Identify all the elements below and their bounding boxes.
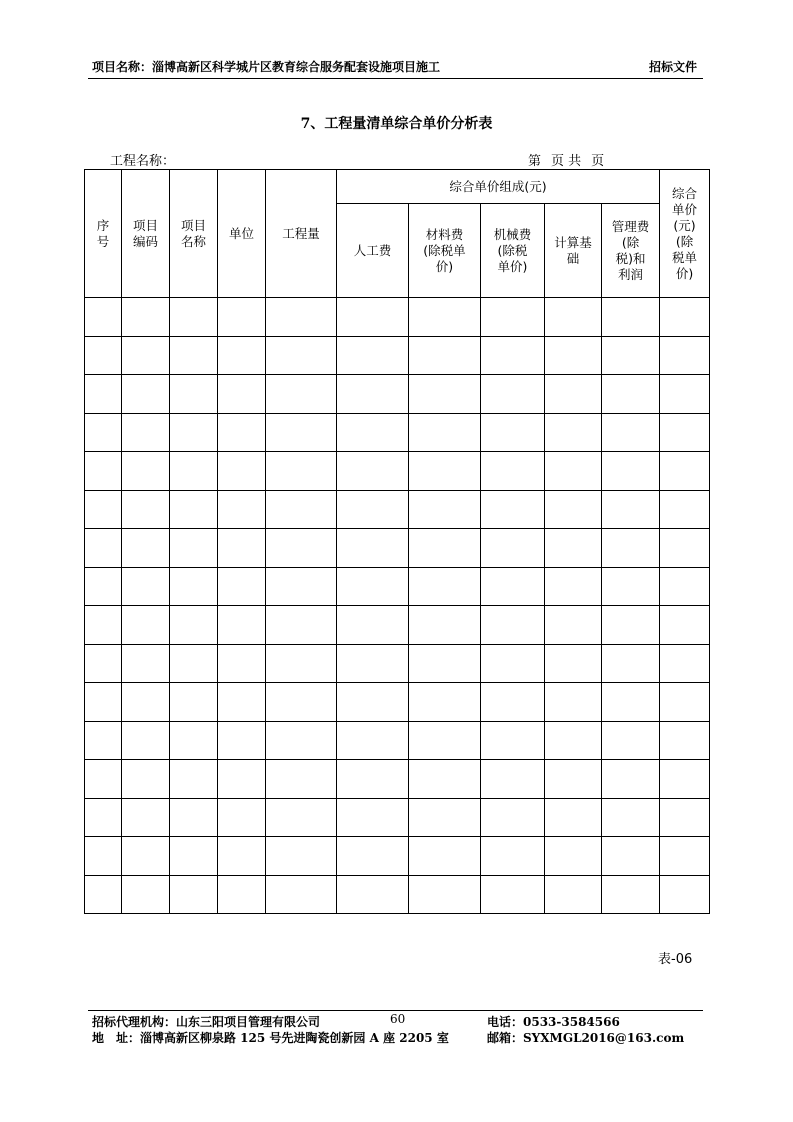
table-cell	[602, 413, 660, 452]
table-cell	[85, 298, 122, 337]
table-cell	[218, 683, 266, 722]
footer-divider	[88, 1010, 703, 1011]
table-cell	[481, 644, 545, 683]
table-cell	[409, 413, 481, 452]
table-cell	[266, 413, 337, 452]
table-row	[85, 336, 710, 375]
table-cell	[602, 336, 660, 375]
col-header-name: 项目 名称	[170, 170, 218, 298]
table-cell	[85, 375, 122, 414]
table-number: 表-06	[658, 952, 693, 967]
table-cell	[266, 798, 337, 837]
page-label-1: 第	[528, 154, 542, 169]
table-cell	[481, 567, 545, 606]
table-cell	[85, 721, 122, 760]
col-header-machine: 机械费 (除税 单价)	[481, 204, 545, 298]
col-header-total: 综合 单价 (元) (除 税单 价)	[660, 170, 710, 298]
table-cell	[266, 567, 337, 606]
table-cell	[218, 336, 266, 375]
table-cell	[409, 452, 481, 491]
table-cell	[218, 567, 266, 606]
table-cell	[602, 375, 660, 414]
table-row	[85, 760, 710, 799]
table-cell	[170, 567, 218, 606]
table-cell	[218, 798, 266, 837]
col-header-group: 综合单价组成(元)	[337, 170, 660, 204]
table-cell	[545, 721, 602, 760]
table-cell	[122, 567, 170, 606]
table-cell	[545, 452, 602, 491]
table-cell	[660, 644, 710, 683]
table-row	[85, 375, 710, 414]
table-cell	[660, 298, 710, 337]
table-cell	[337, 375, 409, 414]
table-cell	[218, 413, 266, 452]
table-cell	[660, 490, 710, 529]
table-cell	[170, 798, 218, 837]
table-row	[85, 644, 710, 683]
table-cell	[337, 644, 409, 683]
table-cell	[409, 375, 481, 414]
table-cell	[122, 452, 170, 491]
table-row	[85, 529, 710, 568]
table-cell	[409, 760, 481, 799]
table-cell	[122, 798, 170, 837]
table-cell	[337, 298, 409, 337]
table-cell	[602, 490, 660, 529]
table-row	[85, 567, 710, 606]
table-cell	[122, 683, 170, 722]
footer-page-number: 60	[390, 1012, 406, 1026]
table-cell	[409, 721, 481, 760]
page-label-2: 页 共	[551, 154, 582, 169]
table-cell	[85, 837, 122, 876]
table-cell	[85, 413, 122, 452]
table-cell	[409, 606, 481, 645]
table-cell	[266, 490, 337, 529]
table-cell	[170, 837, 218, 876]
table-cell	[122, 413, 170, 452]
table-cell	[660, 529, 710, 568]
table-cell	[218, 875, 266, 914]
page-label-3: 页	[591, 154, 605, 169]
table-cell	[409, 298, 481, 337]
table-cell	[218, 452, 266, 491]
table-cell	[122, 721, 170, 760]
table-cell	[545, 683, 602, 722]
table-cell	[545, 875, 602, 914]
table-cell	[660, 606, 710, 645]
table-cell	[409, 683, 481, 722]
table-cell	[337, 490, 409, 529]
table-cell	[218, 721, 266, 760]
table-cell	[85, 644, 122, 683]
table-cell	[337, 567, 409, 606]
table-cell	[266, 644, 337, 683]
table-cell	[660, 798, 710, 837]
col-header-seq: 序 号	[85, 170, 122, 298]
table-cell	[409, 567, 481, 606]
table-cell	[545, 644, 602, 683]
table-cell	[218, 375, 266, 414]
table-cell	[602, 452, 660, 491]
table-cell	[122, 336, 170, 375]
table-cell	[602, 721, 660, 760]
table-cell	[660, 452, 710, 491]
table-cell	[481, 683, 545, 722]
page-title: 7、工程量清单综合单价分析表	[300, 116, 493, 132]
footer-email: 邮箱：SYXMGL2016@163.com	[487, 1031, 685, 1045]
table-cell	[545, 606, 602, 645]
header-doc-type: 招标文件	[648, 60, 697, 74]
col-header-mgmt: 管理费 (除 税)和 利润	[602, 204, 660, 298]
table-cell	[481, 375, 545, 414]
table-cell	[409, 644, 481, 683]
table-cell	[602, 644, 660, 683]
table-row	[85, 875, 710, 914]
col-header-material: 材料费 (除税单 价)	[409, 204, 481, 298]
table-row	[85, 413, 710, 452]
table-cell	[85, 875, 122, 914]
col-header-base: 计算基 础	[545, 204, 602, 298]
table-cell	[660, 721, 710, 760]
table-cell	[545, 490, 602, 529]
table-cell	[85, 798, 122, 837]
table-cell	[266, 529, 337, 568]
table-row	[85, 798, 710, 837]
table-cell	[266, 452, 337, 491]
table-cell	[170, 760, 218, 799]
table-cell	[85, 529, 122, 568]
table-cell	[266, 336, 337, 375]
table-cell	[481, 452, 545, 491]
table-cell	[266, 760, 337, 799]
table-cell	[170, 298, 218, 337]
table-cell	[85, 336, 122, 375]
table-cell	[545, 336, 602, 375]
table-cell	[337, 721, 409, 760]
table-cell	[122, 298, 170, 337]
table-cell	[602, 683, 660, 722]
table-cell	[660, 413, 710, 452]
footer-address: 地 址：淄博高新区柳泉路 125 号先进陶瓷创新园 A 座 2205 室	[92, 1031, 449, 1045]
table-cell	[122, 837, 170, 876]
footer-agent: 招标代理机构：山东三阳项目管理有限公司	[92, 1015, 321, 1029]
table-cell	[602, 529, 660, 568]
table-cell	[602, 298, 660, 337]
table-cell	[218, 837, 266, 876]
table-cell	[409, 490, 481, 529]
table-cell	[122, 529, 170, 568]
table-cell	[481, 798, 545, 837]
table-cell	[602, 567, 660, 606]
table-cell	[545, 567, 602, 606]
table-cell	[337, 683, 409, 722]
table-cell	[337, 837, 409, 876]
table-row	[85, 683, 710, 722]
header-project-name: 项目名称：淄博高新区科学城片区教育综合服务配套设施项目施工	[92, 60, 441, 74]
project-name-label: 工程名称：	[110, 154, 176, 169]
table-cell	[266, 606, 337, 645]
table-cell	[266, 837, 337, 876]
table-row	[85, 837, 710, 876]
table-cell	[481, 336, 545, 375]
table-cell	[218, 760, 266, 799]
table-row	[85, 298, 710, 337]
table-cell	[660, 683, 710, 722]
table-cell	[218, 529, 266, 568]
table-cell	[602, 606, 660, 645]
table-cell	[545, 413, 602, 452]
table-cell	[170, 529, 218, 568]
table-cell	[409, 875, 481, 914]
table-row	[85, 721, 710, 760]
table-cell	[481, 490, 545, 529]
table-cell	[218, 490, 266, 529]
table-cell	[409, 837, 481, 876]
table-cell	[170, 606, 218, 645]
table-cell	[170, 875, 218, 914]
table-cell	[170, 452, 218, 491]
table-cell	[85, 683, 122, 722]
table-cell	[122, 875, 170, 914]
footer-phone: 电话：0533-3584566	[487, 1015, 620, 1029]
page-header	[92, 58, 697, 76]
table-cell	[122, 606, 170, 645]
table-cell	[266, 298, 337, 337]
table-cell	[85, 567, 122, 606]
table-cell	[337, 606, 409, 645]
table-cell	[660, 567, 710, 606]
col-header-quantity: 工程量	[266, 170, 337, 298]
table-cell	[602, 760, 660, 799]
table-cell	[660, 336, 710, 375]
table-cell	[170, 721, 218, 760]
table-cell	[122, 760, 170, 799]
table-cell	[409, 798, 481, 837]
table-row	[85, 606, 710, 645]
table-cell	[660, 875, 710, 914]
table-cell	[266, 721, 337, 760]
table-cell	[85, 452, 122, 491]
table-cell	[85, 760, 122, 799]
page-count-line	[528, 150, 604, 169]
table-cell	[218, 644, 266, 683]
table-cell	[266, 683, 337, 722]
table-row	[85, 452, 710, 491]
table-cell	[602, 875, 660, 914]
table-cell	[481, 606, 545, 645]
table-cell	[409, 336, 481, 375]
table-cell	[545, 837, 602, 876]
table-row	[85, 490, 710, 529]
header-divider	[88, 78, 703, 79]
table-cell	[481, 760, 545, 799]
table-cell	[337, 760, 409, 799]
table-cell	[409, 529, 481, 568]
table-cell	[545, 298, 602, 337]
table-cell	[545, 760, 602, 799]
table-cell	[337, 875, 409, 914]
table-cell	[337, 413, 409, 452]
table-cell	[660, 837, 710, 876]
table-cell	[602, 798, 660, 837]
table-cell	[481, 413, 545, 452]
table-cell	[218, 298, 266, 337]
table-cell	[660, 760, 710, 799]
table-cell	[545, 798, 602, 837]
table-cell	[85, 606, 122, 645]
table-cell	[481, 721, 545, 760]
col-header-labor: 人工费	[337, 204, 409, 298]
table-cell	[122, 644, 170, 683]
table-cell	[602, 837, 660, 876]
table-cell	[122, 375, 170, 414]
table-cell	[481, 298, 545, 337]
table-cell	[481, 529, 545, 568]
table-cell	[170, 413, 218, 452]
table-cell	[337, 336, 409, 375]
table-cell	[170, 336, 218, 375]
table-cell	[266, 875, 337, 914]
col-header-unit: 单位	[218, 170, 266, 298]
table-cell	[545, 375, 602, 414]
table-cell	[170, 375, 218, 414]
table-cell	[170, 644, 218, 683]
table-cell	[337, 529, 409, 568]
table-cell	[337, 798, 409, 837]
col-header-code: 项目 编码	[122, 170, 170, 298]
table-cell	[481, 837, 545, 876]
table-cell	[337, 452, 409, 491]
table-cell	[266, 375, 337, 414]
table-cell	[218, 606, 266, 645]
table-cell	[660, 375, 710, 414]
table-cell	[170, 683, 218, 722]
table-cell	[481, 875, 545, 914]
table-cell	[85, 490, 122, 529]
unit-price-analysis-table	[84, 169, 710, 914]
table-cell	[122, 490, 170, 529]
table-cell	[170, 490, 218, 529]
table-cell	[545, 529, 602, 568]
